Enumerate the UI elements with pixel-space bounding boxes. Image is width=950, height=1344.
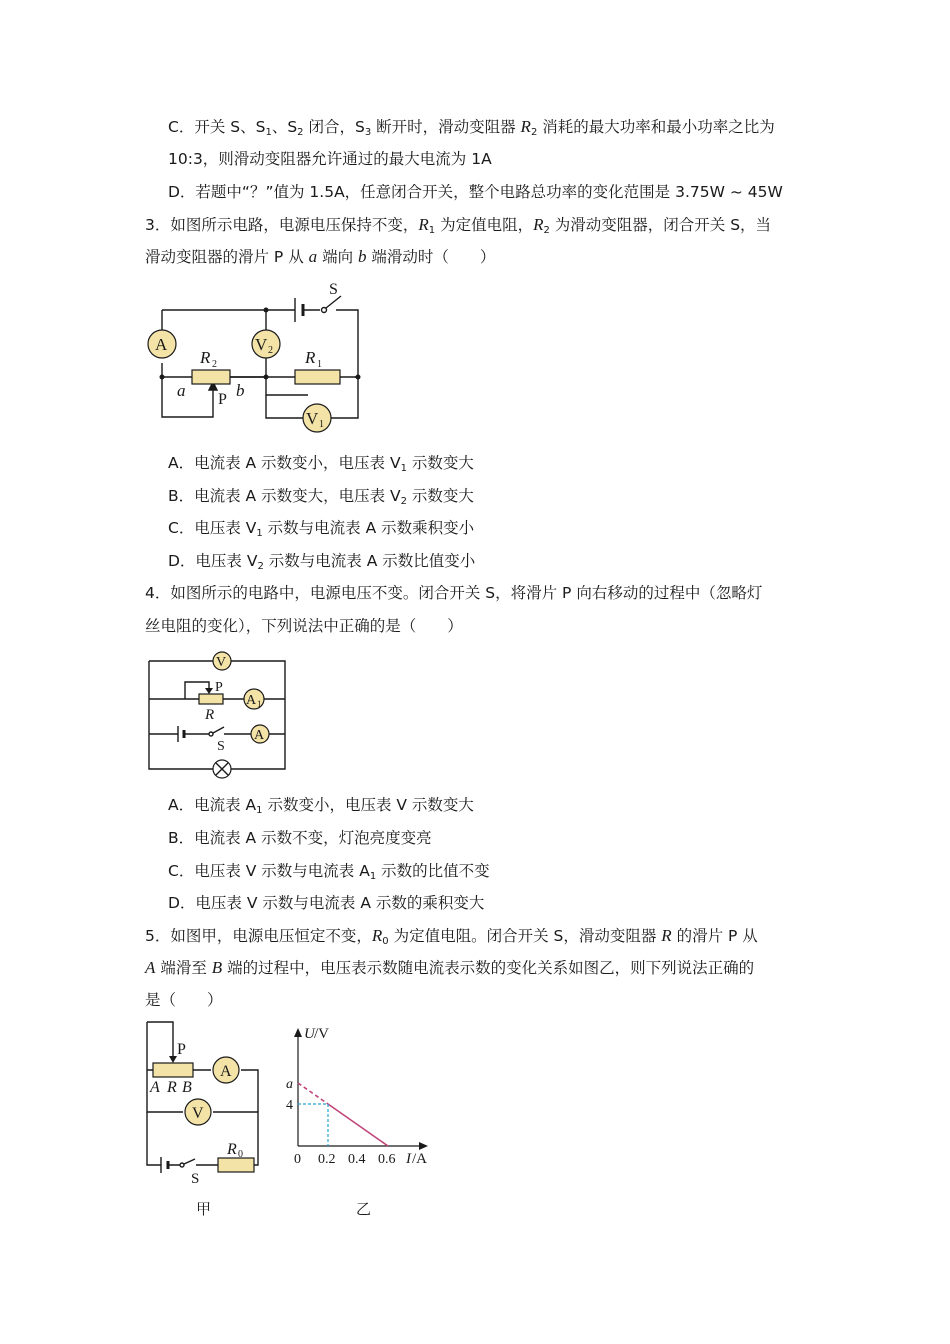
q5-u-i-graph [280,1022,440,1172]
q2-option-d: D．若题中“？”值为 1.5A，任意闭合开关，整个电路总功率的变化范围是 3.75W ~ 45W [168,183,783,201]
y-tick-label: 4 [286,1098,293,1113]
q3-r1-sub: 1 [317,359,322,370]
series-line-1 [298,1083,328,1104]
x-tick-label: 0.2 [318,1152,336,1167]
x-tick-label: 0.6 [378,1152,396,1167]
y-axis-arrow [294,1028,302,1037]
x-axis-arrow [419,1142,428,1150]
q3-slider-p: P [218,391,227,408]
q5-end-a: A [150,1079,160,1096]
y-tick-label: a [286,1077,293,1092]
q3-ammeter-label: A [155,335,168,354]
q3-r2-label: R [200,348,211,367]
q3-terminal-a: a [177,381,186,400]
q5-r0-label: R [227,1141,237,1158]
q5-stem: 5．如图甲，电源电压恒定不变，$R_0$ 为定值电阻。闭合开关 S，滑动变阻器 R 的滑片 P 从 [145,926,758,947]
q3-v2-label: V [255,335,268,354]
y-axis-label-unit: /V [314,1026,329,1042]
q3-option-d: D．电压表 $V_2$ 示数与电流表 A 示数比值变小 [168,552,476,572]
q5-voltmeter-label: V [192,1105,204,1122]
q4-a1-label: A [246,693,257,708]
series-line-0 [328,1104,388,1146]
q4-rheostat-r: R [205,707,215,723]
q3-r2-sub: 2 [212,359,217,370]
q5-rheostat-r: R [167,1079,177,1096]
q4-option-a: A．电流表 $A_1$ 示数变小，电压表 V 示数变大 [168,796,474,816]
q4-voltmeter-label: V [216,655,227,670]
q5-circuit-diagram [140,1018,265,1188]
q5-r0-sub: 0 [238,1149,243,1160]
q5-end-b: B [182,1079,192,1096]
x-axis-label-unit: /A [412,1151,427,1167]
q4-option-b: B．电流表 A 示数不变，灯泡亮度变亮 [168,829,432,847]
q3-option-a: A．电流表 A 示数变小，电压表 $V_1$ 示数变大 [168,454,474,474]
q5-caption-yi: 乙 [356,1200,372,1218]
q3-v1-sub: 1 [319,419,324,430]
q4-option-d: D．电压表 V 示数与电流表 A 示数的乘积变大 [168,894,485,912]
q2-option-c-line2: 10:3，则滑动变阻器允许通过的最大电流为 1A [168,150,492,168]
q5-stem-line2: A 端滑至 B 端的过程中，电压表示数随电流表示数的变化关系如图乙，则下列说法正确的 [145,958,755,977]
q4-stem: 4．如图所示的电路中，电源电压不变。闭合开关 S，将滑片 P 向右移动的过程中（忽略灯 [145,584,763,602]
q4-stem-line2: 丝电阻的变化），下列说法中正确的是（ ） [145,617,463,635]
q5-caption-jia: 甲 [196,1200,212,1218]
q3-circuit-diagram [140,278,370,438]
q4-circuit-diagram [145,648,290,778]
x-tick-label: 0 [294,1152,301,1167]
q3-v1-label: V [306,409,319,428]
q5-stem-line3: 是（ ） [145,991,223,1009]
q4-option-c: C．电压表 V 示数与电流表 $A_1$ 示数的比值不变 [168,862,490,882]
q3-option-b: B．电流表 A 示数变大，电压表 $V_2$ 示数变大 [168,487,474,507]
q3-v2-sub: 2 [268,345,273,356]
q5-switch-s: S [191,1171,200,1187]
q5-slider-p: P [177,1041,186,1058]
q2-option-c: C．开关 S、$S_1$、$S_2$ 闭合，$S_3$ 断开时，滑动变阻器 $R_2$ 消耗的最大功率和最小功率之比为 [168,117,775,138]
q5-ammeter-label: A [220,1063,232,1080]
q4-ammeter-label: A [254,728,265,743]
x-axis-label-i: I [406,1151,411,1167]
q3-switch-s: S [329,281,338,298]
q3-stem: 3．如图所示电路，电源电压保持不变，$R_1$ 为定值电阻，$R_2$ 为滑动变阻器，闭合开关 S，当 [145,215,772,236]
q4-switch-s: S [217,739,225,754]
x-tick-label: 0.4 [348,1152,366,1167]
q4-a1-sub: 1 [257,699,262,709]
q3-r1-label: R [305,348,316,367]
q3-terminal-b: b [236,381,245,400]
q4-slider-p: P [215,680,223,695]
q3-option-c: C．电压表 $V_1$ 示数与电流表 A 示数乘积变小 [168,519,475,539]
q3-stem-line2: 滑动变阻器的滑片 P 从 a 端向 b 端滑动时（ ） [145,247,496,266]
y-axis-label-u: U [304,1026,315,1042]
